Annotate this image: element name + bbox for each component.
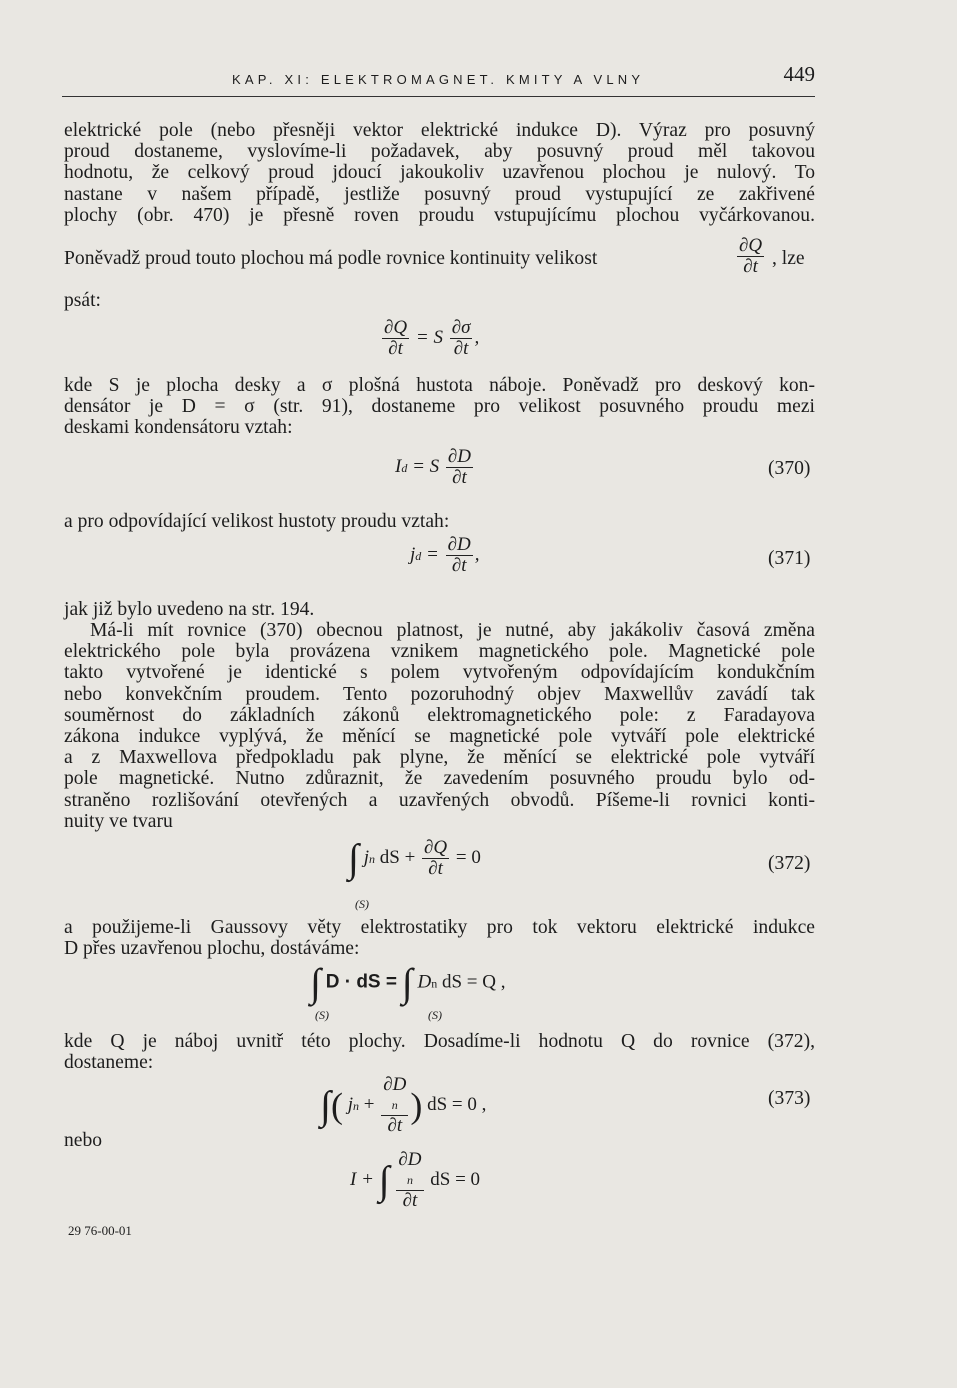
equation-number-371: (371) <box>768 548 811 569</box>
equation-number-373: (373) <box>768 1088 811 1109</box>
printer-signature: 29 76-00-01 <box>68 1223 132 1238</box>
paragraph-2 <box>64 248 815 269</box>
page-number: 449 <box>783 62 815 86</box>
integral-domain-label: (S) <box>428 1008 442 1022</box>
text-line: Má-li mít rovnice (370) obecnou platnost, je nutné, aby jakákoliv časová změna <box>90 620 815 641</box>
text-line: nastane v našem případě, jestliže posuvný proud vystupující ze zakřivené <box>64 183 815 205</box>
equation-a: $\frac{\partial Q}{\partial t}$ = S $\frac{\partial\sigma}{\partial t}$ , <box>384 317 480 359</box>
text-line: pole magnetické. Nutno zdůraznit, že zavedením posuvného proudu bylo od- <box>64 768 815 790</box>
equation-last: I + ∫ ∂D n ∂t dS = 0 <box>350 1149 481 1211</box>
equation-372: ∫ jn dS + $\frac{\partial Q}{\partial t}$ = 0 <box>348 835 481 881</box>
text-line: plochy (obr. 470) je přesně roven proudu vstupujícímu plochou vyčárkovanou. <box>64 204 815 226</box>
paragraph-6 <box>64 620 815 832</box>
paragraph-4: a pro odpovídající velikost hustoty proudu vztah: <box>64 511 450 532</box>
text-line: a z Maxwellova předpokladu pak plyne, že měnící se elektrické pole vytváří <box>64 747 815 769</box>
equation-371: jd = $\frac{\partial D}{\partial t}$ , <box>410 534 480 576</box>
running-header <box>62 62 815 97</box>
paragraph-5: jak již bylo uvedeno na str. 194. <box>64 599 315 620</box>
integral-sign: ∫ <box>348 835 359 881</box>
text-line: a použijeme-li Gaussovy věty elektrostatiky pro tok vektoru elektrické indukce <box>64 917 815 938</box>
text-line: kde Q je náboj uvnitř této plochy. Dosadíme-li hodnotu Q do rovnice (372), <box>64 1031 815 1052</box>
text-line: densátor je D = σ (str. 91), dostaneme pro velikost posuvného proudu mezi <box>64 396 815 418</box>
integral-domain-label: (S) <box>355 897 369 911</box>
text-line: dostaneme: <box>64 1052 154 1074</box>
equation-373: ∫( jn + ∂D n ∂t ) dS = 0 , <box>320 1074 487 1136</box>
text-line: nuity ve tvaru <box>64 810 173 832</box>
text-lze: , lze <box>772 248 805 269</box>
equation-number-370: (370) <box>768 458 811 479</box>
text-line: kde S je plocha desky a σ plošná hustota náboje. Poněvadž pro deskový kon- <box>64 375 815 396</box>
paragraph-3 <box>64 375 815 439</box>
running-title: KAP. XI: ELEKTROMAGNET. KMITY A VLNY <box>232 72 645 87</box>
paragraph-7 <box>64 917 815 959</box>
text-line: proud dostaneme, vyslovíme-li požadavek, aby posuvný proud měl takovou <box>64 141 815 163</box>
integral-sign: ∫ <box>310 960 321 1005</box>
integral-domain-label: (S) <box>315 1008 329 1022</box>
text-line: elektrické pole (nebo přesněji vektor elektrické indukce D). Výraz pro posuvný <box>64 120 815 141</box>
text-line: takto vytvořené je identické s polem vytvořeným odpovídajícím kondukčním <box>64 662 815 684</box>
integral-sign: ∫ <box>401 960 413 1005</box>
text-line: elektrického pole byla provázena vznikem magnetického pole. Magnetické pole <box>64 641 815 663</box>
text-line: straněno rozlišování otevřených a uzavřených obvodů. Píšeme-li rovnici konti- <box>64 789 815 811</box>
text-nebo: nebo <box>64 1130 103 1151</box>
text-line: hodnotu, že celkový proud jdoucí jakoukoliv uzavřenou plochou je nulový. To <box>64 162 815 184</box>
paragraph-1 <box>64 120 815 226</box>
integral-sign: ∫ <box>320 1082 331 1128</box>
text-line: zákona indukce vyplývá, že měnící se magnetické pole vytváří pole elektrické <box>64 726 815 748</box>
paragraph-8 <box>64 1031 815 1073</box>
equation-370: Id = S $\frac{\partial D}{\partial t}$ <box>395 446 472 488</box>
equation-gauss: ∫ D · dS = ∫ Dn dS = Q , <box>310 960 506 1005</box>
equation-number-372: (372) <box>768 853 811 874</box>
text-line: Poněvadž proud touto plochou má podle rovnice kontinuity velikost <box>64 248 598 269</box>
text-line: D přes uzavřenou plochu, dostáváme: <box>64 938 360 960</box>
inline-fraction-dq-dt: $\frac{\partial Q}{\partial t}$ <box>739 235 763 277</box>
text-psat: psát: <box>64 290 102 311</box>
text-line: nebo konvekčním proudem. Tento pozoruhodný objev Maxwellův zavádí tak <box>64 683 815 705</box>
text-line: souměrnost do základních zákonů elektromagnetického pole: z Faradayova <box>64 704 815 726</box>
text-line: deskami kondensátoru vztah: <box>64 417 293 439</box>
integral-sign: ∫ <box>378 1157 390 1203</box>
